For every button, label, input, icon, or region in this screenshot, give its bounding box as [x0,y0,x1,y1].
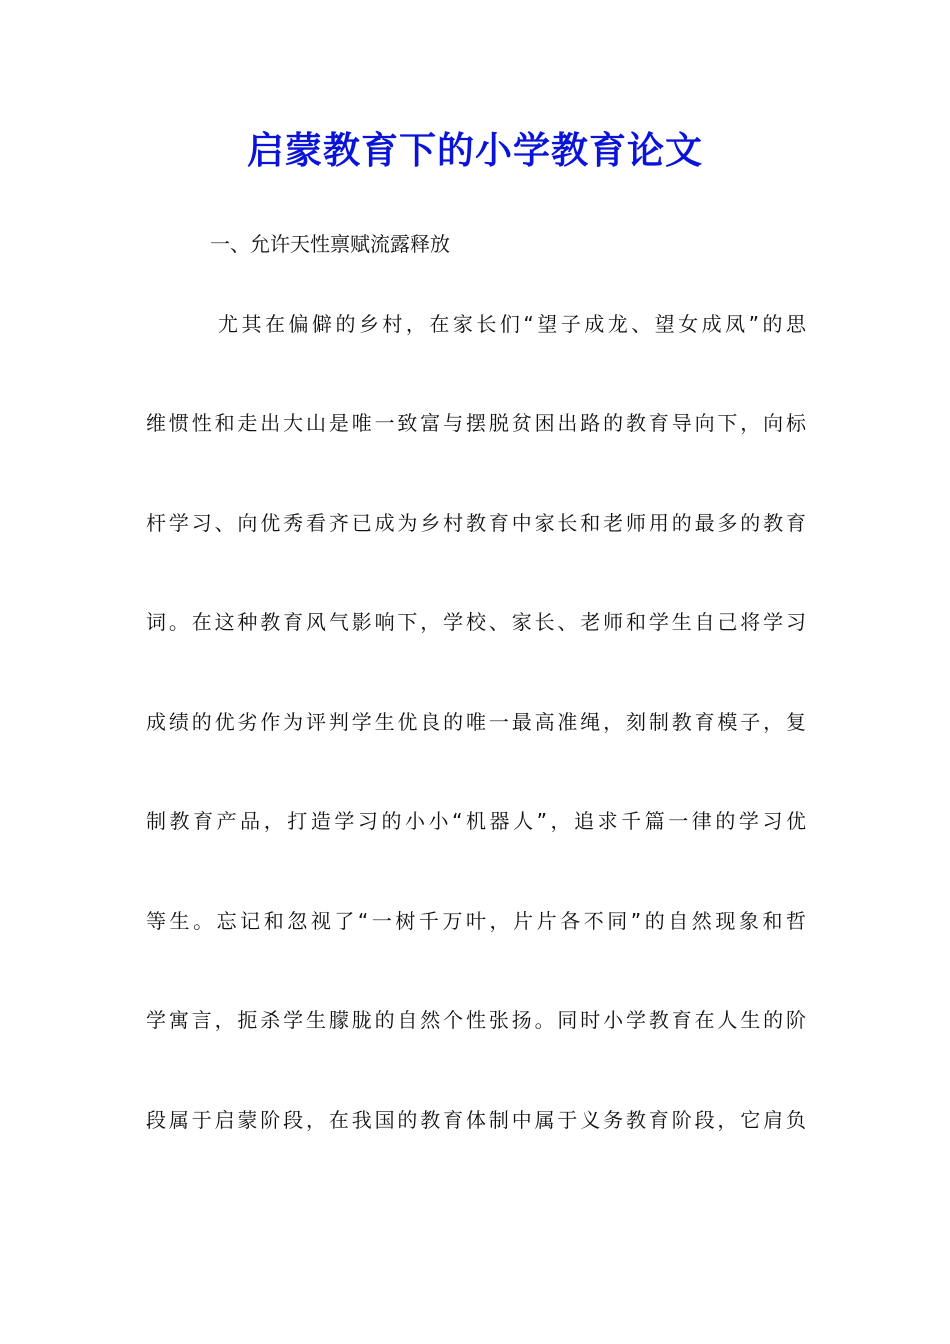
paragraph-line: 维惯性和走出大山是唯一致富与摆脱贫困出路的教育导向下，向标 [146,411,806,435]
paragraph-line: 词。在这种教育风气影响下，学校、家长、老师和学生自己将学习 [146,610,806,634]
paragraph-line: 等生。忘记和忽视了“一树千万叶，片片各不同”的自然现象和哲 [146,909,806,933]
paragraph-line: 制教育产品，打造学习的小小“机器人”，追求千篇一律的学习优 [146,809,806,833]
paragraph-line: 段属于启蒙阶段，在我国的教育体制中属于义务教育阶段，它肩负 [146,1108,806,1132]
paragraph-line: 学寓言，扼杀学生朦胧的自然个性张扬。同时小学教育在人生的阶 [146,1008,806,1032]
paragraph-line: 成绩的优劣作为评判学生优良的唯一最高准绳，刻制教育模子，复 [146,710,806,734]
paragraph-line: 杆学习、向优秀看齐已成为乡村教育中家长和老师用的最多的教育 [146,511,806,535]
document-title: 启蒙教育下的小学教育论文 [247,128,703,172]
section-heading: 一、允许天性禀赋流露释放 [210,232,450,256]
paragraph-line: 尤其在偏僻的乡村，在家长们“望子成龙、望女成凤”的思 [218,312,806,336]
